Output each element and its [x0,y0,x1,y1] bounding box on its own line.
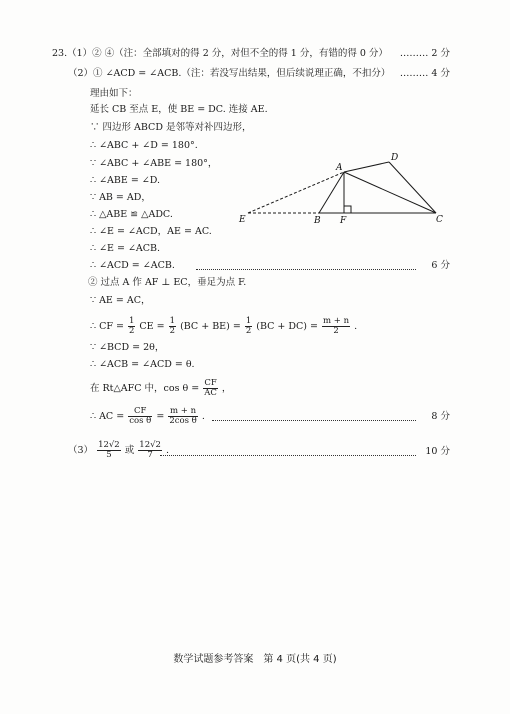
reason-title: 理由如下： [90,88,138,99]
label-F: F [340,216,347,226]
label-B: B [314,216,321,226]
cf-frac-2: $\frac{1}{2}$ [169,316,176,336]
step-7: ∴ △ABE ≌ △ADC. [90,209,173,220]
ac-frac-2: $\frac{m + n}{\text{2cos θ}}$ [169,406,197,426]
ac-eq: = [156,411,165,422]
part1-text: 23.（1）② ④（注：全部填对的得 2 分，对但不全的得 1 分，有错的得 0 分） [52,48,388,59]
dot-leader [160,455,416,456]
label-E: E [239,215,246,225]
rt-frac: $\frac{CF}{AC}$ [204,378,217,398]
cf-prefix: ∴ CF = [90,321,124,332]
part2-line1-score: ……… 4 分 [399,68,450,79]
part3-frac-1: $\frac{12√2}{5}$ [98,440,120,460]
label-D: D [391,153,399,163]
rt-suffix: ， [221,383,232,394]
cf-frac-3: $\frac{1}{2}$ [245,316,252,336]
cf-mid-1: CE = [139,321,165,332]
sub2-step-3: ∵ ∠BCD = 2θ， [90,342,165,353]
ac-frac-1: $\frac{CF}{\text{cos θ}}$ [129,406,152,426]
geometry-figure [236,150,450,226]
ac-prefix: ∴ AC = [90,411,125,422]
rt-line [90,376,231,402]
sub2-step-4: ∴ ∠ACB = ∠ACD = θ. [90,359,195,370]
step-8: ∴ ∠E = ∠ACD，AE = AC. [90,226,212,237]
step-10: ∴ ∠ACD = ∠ACB. [90,260,175,271]
sub2-step-1: ② 过点 A 作 AF ⊥ EC，垂足为点 F. [88,277,247,288]
rt-prefix: 在 Rt△AFC 中，cos θ = [90,383,200,394]
ac-score: 8 分 [431,411,450,422]
step-2: ∵ 四边形 ABCD 是邻等对补四边形， [90,122,252,133]
part3-line [68,438,169,464]
dot-leader [212,420,416,421]
part3-frac-2: $\frac{12√2}{7}$ [139,440,161,460]
part2-line1: （2）① ∠ACD = ∠ACB.（注：若没写出结果，但后续说理正确，不扣分） [68,68,391,79]
cf-frac-1: $\frac{1}{2}$ [128,316,135,336]
step-4: ∵ ∠ABC + ∠ABE = 180°， [90,158,218,169]
step-9: ∴ ∠E = ∠ACB. [90,243,161,254]
part3-suffix: . [165,445,169,456]
part1-score: ……… 2 分 [399,48,450,59]
cf-frac-4: $\frac{m + n}{2}$ [323,316,350,336]
label-C: C [436,215,443,225]
cf-mid-3: (BC + DC) = [256,321,318,332]
step-3: ∴ ∠ABC + ∠D = 180°. [90,140,198,151]
ac-suffix: . [201,411,205,422]
sub2-step-2: ∵ AE = AC， [90,295,151,306]
step-1: 延长 CB 至点 E，使 BE = DC. 连接 AE. [90,104,268,115]
ac-line [90,404,205,430]
cf-mid-2: (BC + BE) = [180,321,241,332]
cf-line [90,314,357,340]
step-6: ∵ AB = AD， [90,192,151,203]
part3-score: 10 分 [425,446,450,457]
step-last-score: 6 分 [431,260,450,271]
label-A: A [336,163,343,173]
cf-suffix: . [354,321,358,332]
dot-leader [196,269,416,270]
step-5: ∴ ∠ABE = ∠D. [90,175,161,186]
part3-prefix: （3） [68,445,94,456]
page-footer: 数学试题参考答案 第 4 页(共 4 页) [173,654,337,665]
part3-mid: 或 [124,445,135,456]
